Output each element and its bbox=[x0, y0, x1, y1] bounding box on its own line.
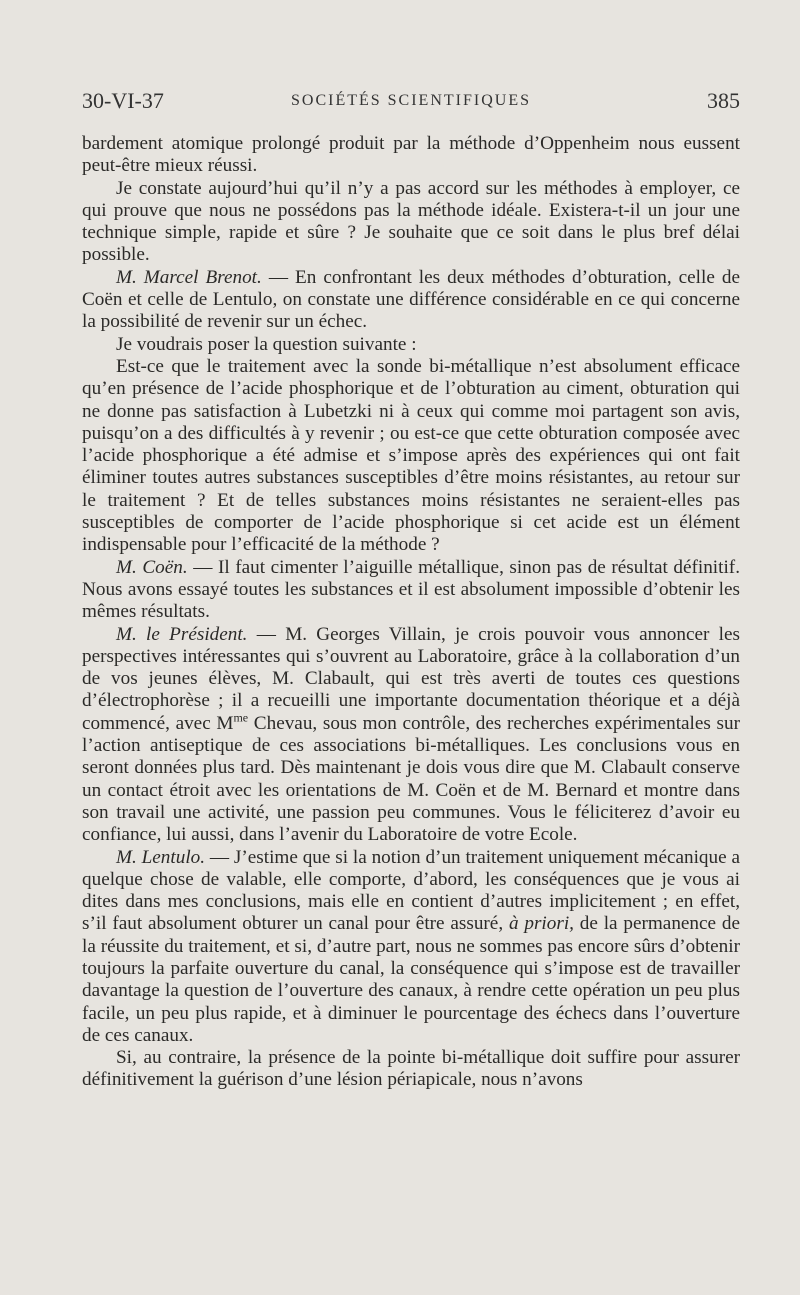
paragraph: Est-ce que le traitement avec la sonde bi-métallique n’est absolument efficace qu’en présence de l’acide phosphorique et de l’obturation au ciment, obturation qui ne donne pas satisfaction à Lubetzki ni à ceux qui comme moi partagent son avis, puisqu’on a des difficultés à y revenir ; ou est-ce que cette obturation composée avec l’acide phosphorique a été admise et s’impose après des expériences qui ont fait éliminer toutes autres substances susceptibles d’être moins résistantes, au retour sur le traitement ? Et de telles substances moins résistantes ne seraient-elles pas susceptibles de comporter de l’acide phosphorique si cet acide est un élément indispensable pour l’efficacité de la méthode ? bbox=[82, 355, 740, 556]
paragraph: M. le Président. — M. Georges Villain, je crois pouvoir vous annoncer les perspectives intéressantes qui s’ouvrent au Laboratoire, grâce à la collaboration d’un de vos jeunes élèves, M. Clabault, qui est très averti de toutes ces questions d’électrophorèse ; il a recueilli une importante documentation théorique et a déjà commencé, avec $M^{me}$ Chevau, sous mon contrôle, des recherches expérimentales sur l’action antiseptique de ces associations bi-métalliques. Les conclusions vous en seront données plus tard. Dès maintenant je dois vous dire que M. Clabault conserve un contact étroit avec les orientations de M. Coën et de M. Bernard et montre dans son travail une activité, une passion peu communes. Vous le féliciterez d’avoir eu confiance, lui aussi, dans l’avenir du Laboratoire de votre Ecole. bbox=[82, 623, 740, 846]
page-number: 385 bbox=[707, 88, 740, 113]
paragraph: M. Coën. — Il faut cimenter l’aiguille métallique, sinon pas de résultat définitif. Nous avons essayé toutes les substances et il est absolument impossible d’obtenir les mêmes résultats. bbox=[82, 556, 740, 623]
paragraph: Je constate aujourd’hui qu’il n’y a pas accord sur les méthodes à employer, ce qui prouve que nous ne possédons pas la méthode idéale. Existera-t-il un jour une technique simple, rapide et sûre ? Je souhaite que ce soit dans le plus bref délai possible. bbox=[82, 177, 740, 266]
paragraph: M. Lentulo. — J’estime que si la notion d’un traitement uniquement mécanique a quelque chose de valable, elle comporte, d’abord, les conséquences que je vous ai dites dans mes conclusions, mais elle en contient d’autres implicitement ; en effet, s’il faut absolument obturer un canal pour être assuré, à priori, de la permanence de la réussite du traitement, et si, d’autre part, nous ne sommes pas encore sûrs d’obtenir toujours la parfaite ouverture du canal, la conséquence qui s’impose est de travailler davantage la question de l’ouverture des canaux, à rendre cette opération un peu plus facile, un peu plus rapide, et à diminuer le pourcentage des échecs dans l’ouverture de ces canaux. bbox=[82, 846, 740, 1046]
speaker-name: M. le Président. bbox=[116, 623, 248, 645]
running-header bbox=[82, 88, 740, 118]
speaker-name: M. Lentulo. bbox=[116, 846, 206, 868]
paragraph: Si, au contraire, la présence de la pointe bi-métallique doit suffire pour assurer définitivement la guérison d’une lésion périapicale, nous n’avons bbox=[82, 1047, 740, 1091]
paragraph: Je voudrais poser la question suivante : bbox=[116, 333, 417, 355]
body-text bbox=[82, 133, 740, 1092]
paragraph: bardement atomique prolongé produit par la méthode d’Oppenheim nous eussent peut-être mieux réussi. bbox=[82, 133, 740, 177]
paragraph: M. Marcel Brenot. — En confrontant les deux méthodes d’obturation, celle de Coën et celle de Lentulo, on constate une différence considérable en ce qui concerne la possibilité de revenir sur un échec. bbox=[82, 266, 740, 333]
speaker-name: M. Marcel Brenot. bbox=[116, 266, 262, 288]
running-title: SOCIÉTÉS SCIENTIFIQUES bbox=[290, 92, 531, 109]
speaker-name: M. Coën. bbox=[116, 556, 188, 578]
header-date: 30-VI-37 bbox=[82, 88, 164, 113]
